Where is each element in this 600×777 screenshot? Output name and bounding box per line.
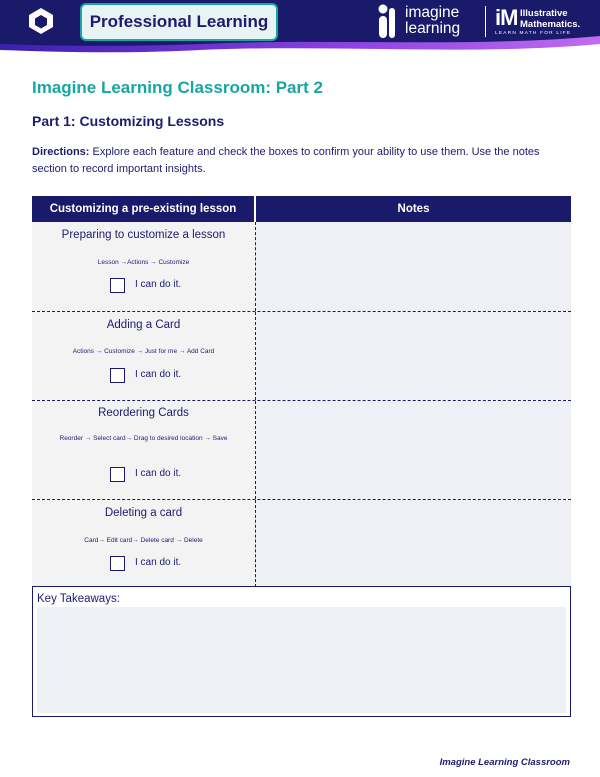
check-label: I can do it. (135, 369, 182, 380)
directions-text: Explore each feature and check the boxes to confirm your ability to use them. Use the notes section to record important insights. (32, 146, 540, 175)
customizing-table (32, 196, 571, 589)
il-logo-line1: imagine (405, 4, 460, 21)
feature-cell (32, 500, 255, 587)
page-title: Imagine Learning Classroom: Part 2 (32, 78, 323, 97)
im-logo-line1: Illustrative (520, 8, 568, 19)
check-label: I can do it. (135, 279, 182, 290)
table-row (32, 401, 571, 499)
row-path: Reorder → Select card→ Drag to desired location → Save (59, 435, 228, 442)
table-row (32, 222, 571, 311)
i-can-do-it-checkbox[interactable] (110, 368, 125, 383)
row-title: Deleting a card (104, 507, 183, 519)
hexagon-logo-icon (27, 7, 55, 35)
logo-divider (485, 6, 486, 37)
feature-cell (32, 312, 255, 400)
il-logo-line2: learning (405, 20, 461, 37)
directions (32, 144, 572, 178)
row-title: Adding a Card (106, 319, 181, 331)
notes-field[interactable] (255, 500, 571, 587)
feature-cell (32, 401, 255, 499)
check-row (32, 467, 255, 483)
professional-learning-badge: Professional Learning (80, 3, 278, 41)
table-header-feature: Customizing a pre-existing lesson (32, 196, 254, 222)
im-mark-icon: iM (495, 5, 518, 30)
feature-cell (32, 222, 255, 311)
check-label: I can do it. (135, 468, 182, 479)
table-row (32, 500, 571, 587)
table-header-notes: Notes (256, 196, 571, 222)
row-title: Preparing to customize a lesson (61, 229, 226, 241)
check-row (32, 556, 255, 572)
notes-field[interactable] (255, 312, 571, 400)
notes-field[interactable] (255, 222, 571, 311)
page-header (0, 0, 600, 62)
imagine-learning-mark-icon (378, 4, 396, 40)
row-title: Reordering Cards (98, 407, 189, 419)
part-title: Part 1: Customizing Lessons (32, 113, 225, 129)
notes-field[interactable] (255, 401, 571, 499)
key-takeaways-field[interactable] (37, 607, 566, 713)
imagine-learning-logo (378, 4, 478, 40)
key-takeaways-label: Key Takeaways: (37, 593, 120, 605)
row-path: Actions → Customize → Just for me → Add Card (72, 348, 215, 355)
footer-text: Imagine Learning Classroom (439, 757, 570, 768)
directions-label: Directions: (32, 146, 90, 158)
i-can-do-it-checkbox[interactable] (110, 467, 125, 482)
row-path: Card→ Edit card→ Delete card → Delete (84, 537, 203, 544)
i-can-do-it-checkbox[interactable] (110, 556, 125, 571)
i-can-do-it-checkbox[interactable] (110, 278, 125, 293)
check-row (32, 278, 255, 294)
table-row (32, 312, 571, 400)
illustrative-mathematics-logo (495, 6, 595, 40)
im-logo-tagline: LEARN MATH FOR LIFE (495, 31, 572, 36)
im-logo-line2: Mathematics. (520, 19, 581, 30)
key-takeaways-box (32, 586, 571, 717)
check-label: I can do it. (135, 557, 182, 568)
check-row (32, 368, 255, 384)
row-path: Lesson →Actions → Customize (97, 259, 190, 266)
